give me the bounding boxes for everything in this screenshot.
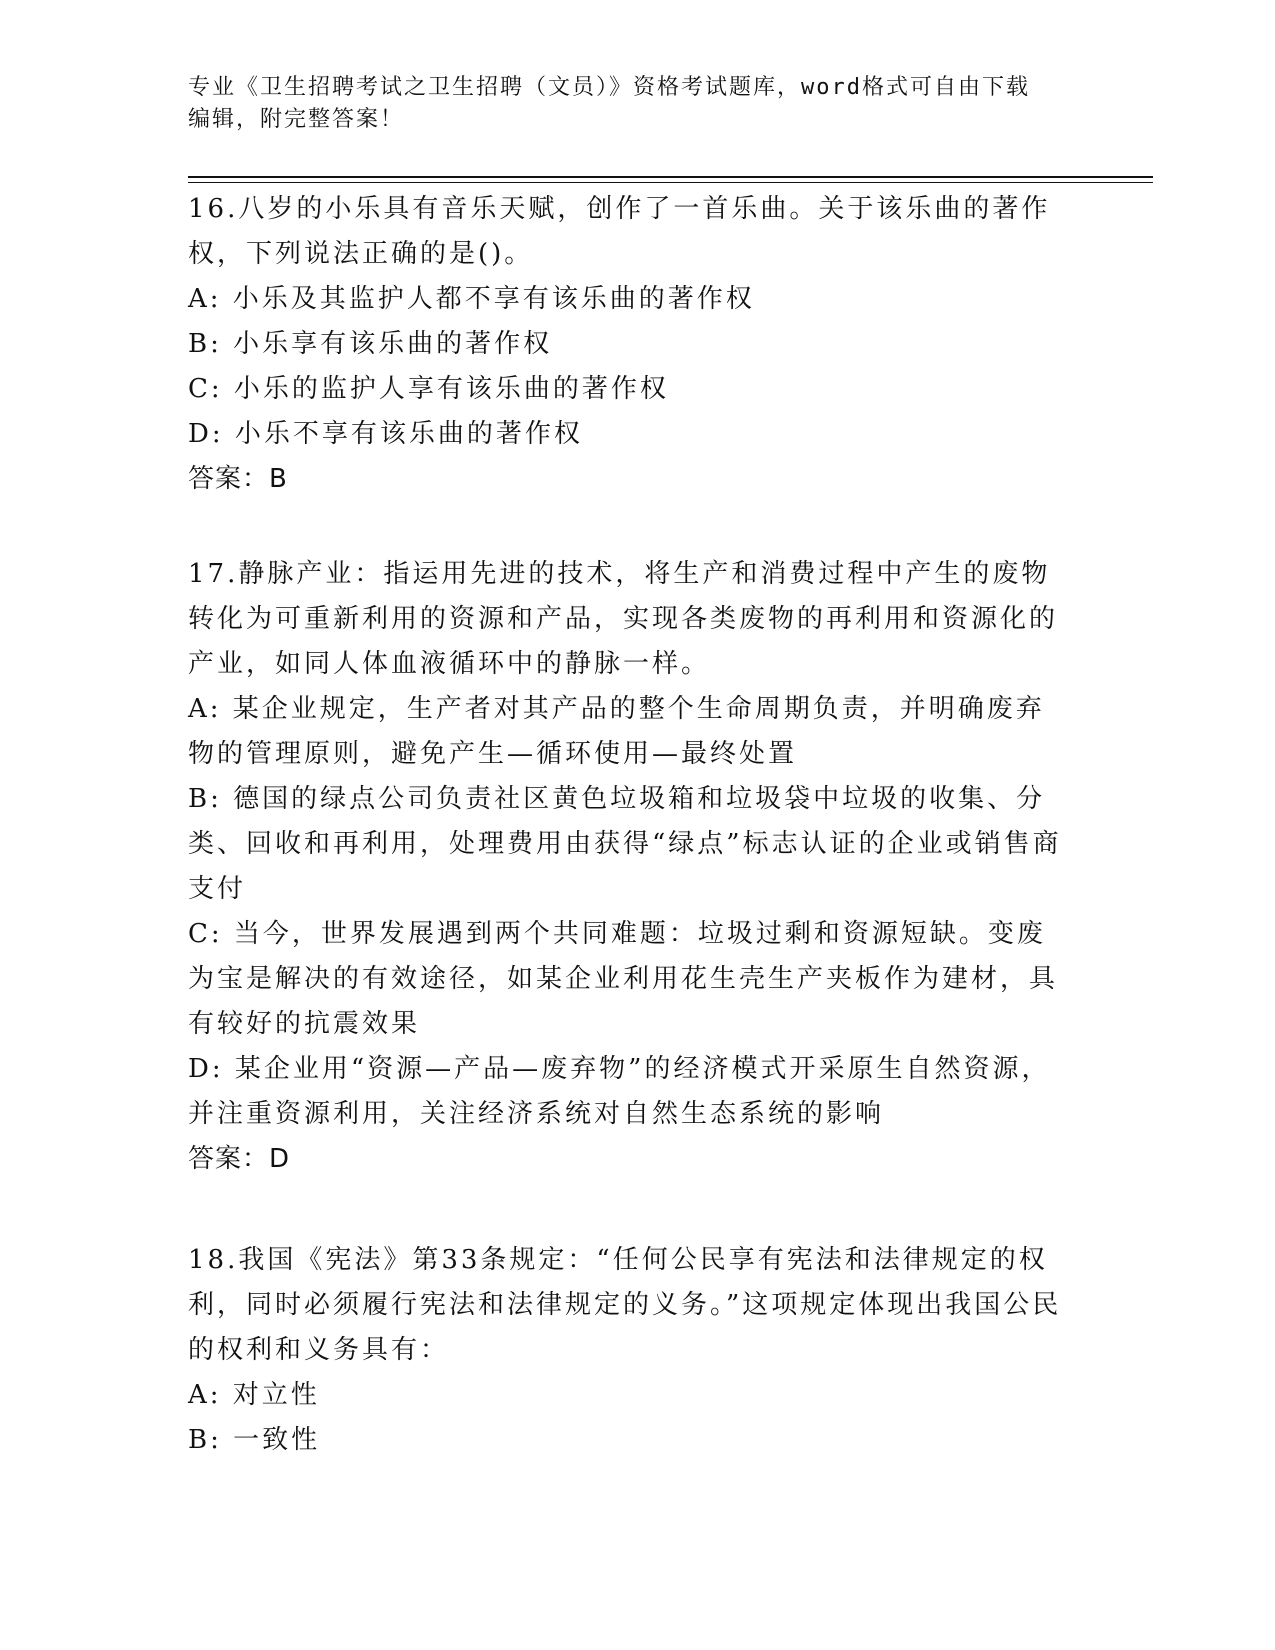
answer-line: 答案：B [188, 464, 288, 494]
question-stem: 18.我国《宪法》第33条规定：“任何公民享有宪法和法律规定的权利，同时必须履行宪法和法律规定的义务。”这项规定体现出我国公民的权利和义务具有： [188, 1245, 1062, 1365]
question-stem: 17.静脉产业：指运用先进的技术，将生产和消费过程中产生的废物转化为可重新利用的资源和产品，实现各类废物的再利用和资源化的产业，如同人体血液循环中的静脉一样。 [188, 559, 1059, 679]
option-a: A: 某企业规定，生产者对其产品的整个生命周期负责，并明确废弃物的管理原则，避免产生—循环使用—最终处置 [188, 694, 1045, 769]
option-c: C: 当今，世界发展遇到两个共同难题：垃圾过剩和资源短缺。变废为宝是解决的有效途径，如某企业利用花生壳生产夹板作为建材，具有较好的抗震效果 [188, 919, 1059, 1039]
header-divider-thin [188, 182, 1153, 183]
question-18 [188, 1238, 1068, 1463]
header-line-1: 专业《卫生招聘考试之卫生招聘（文员）》资格考试题库，word格式可自由下载 [188, 75, 1030, 100]
option-c: C: 小乐的监护人享有该乐曲的著作权 [188, 374, 669, 404]
option-d: D: 某企业用“资源—产品—废弃物”的经济模式开采原生自然资源，并注重资源利用，关注经济系统对自然生态系统的影响 [188, 1054, 1051, 1129]
option-a: A: 小乐及其监护人都不享有该乐曲的著作权 [188, 284, 755, 314]
question-16 [188, 187, 1068, 502]
question-stem: 16.八岁的小乐具有音乐天赋，创作了一首乐曲。关于该乐曲的著作权，下列说法正确的是()。 [188, 194, 1051, 269]
answer-line: 答案：D [188, 1144, 291, 1174]
option-b: B: 德国的绿点公司负责社区黄色垃圾箱和垃圾袋中垃圾的收集、分类、回收和再利用，处理费用由获得“绿点”标志认证的企业或销售商支付 [188, 784, 1062, 904]
option-b: B: 一致性 [188, 1425, 321, 1455]
option-d: D: 小乐不享有该乐曲的著作权 [188, 419, 583, 449]
question-17 [188, 552, 1068, 1182]
header-line-2: 编辑，附完整答案！ [188, 107, 405, 132]
header-divider-thick [188, 176, 1153, 178]
option-a: A: 对立性 [188, 1380, 320, 1410]
option-b: B: 小乐享有该乐曲的著作权 [188, 329, 553, 359]
document-header [188, 72, 1068, 136]
